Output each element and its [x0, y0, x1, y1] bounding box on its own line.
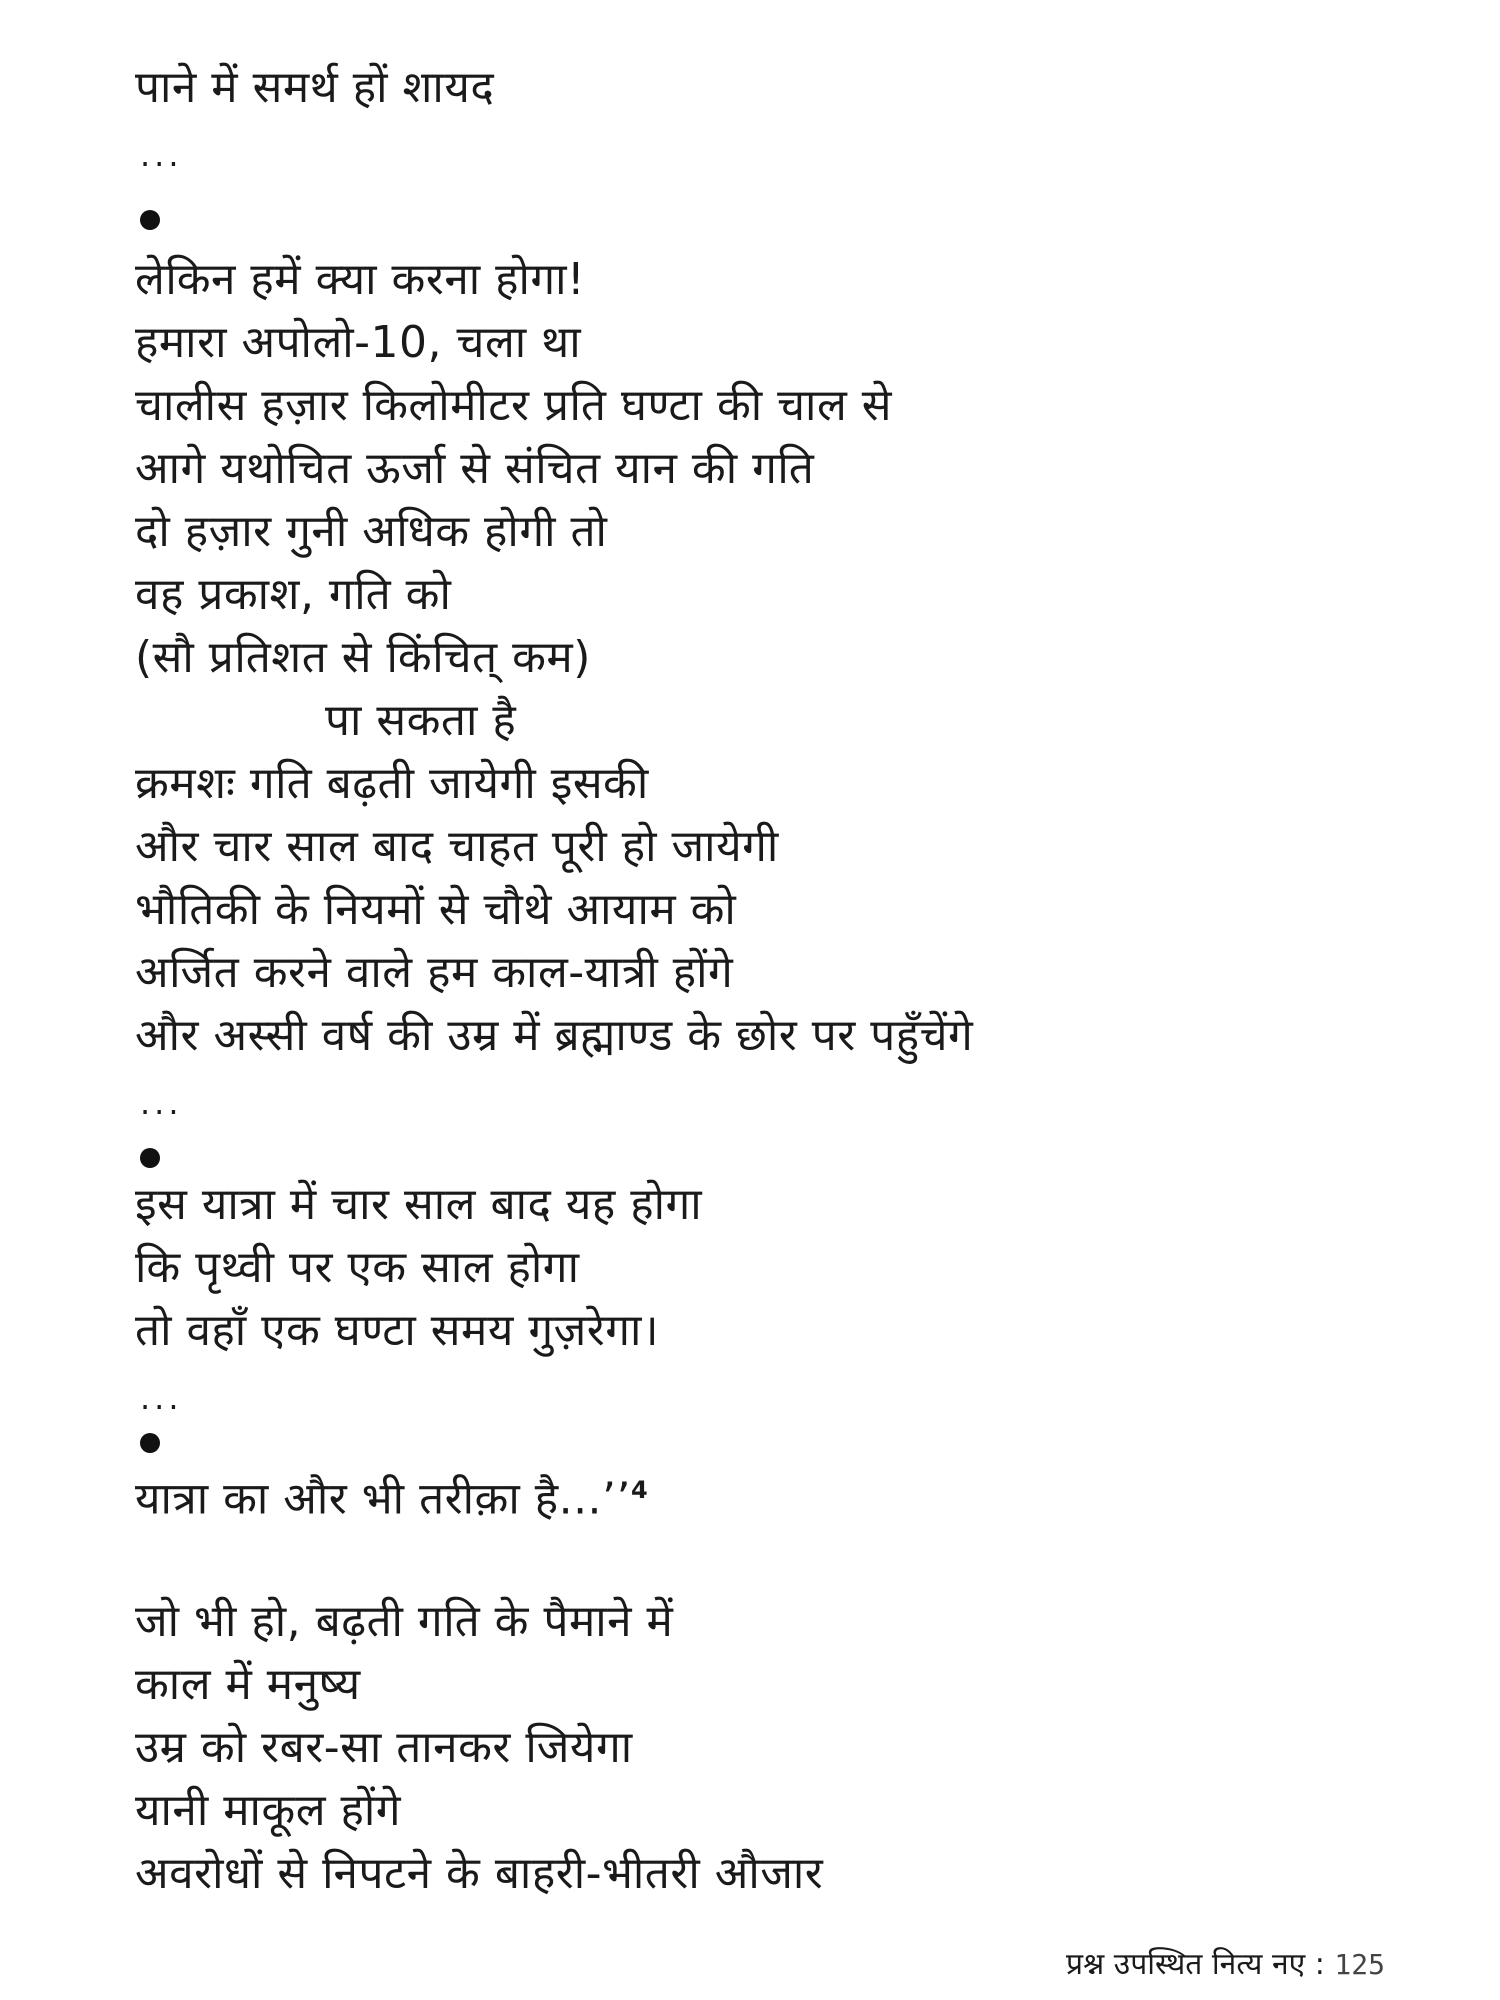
poem-line: चालीस हज़ार किलोमीटर प्रति घण्टा की चाल से [135, 380, 893, 431]
ellipsis: ... [140, 1084, 183, 1122]
poem-line: यानी माकूल होंगे [135, 1785, 402, 1836]
poem-line: इस यात्रा में चार साल बाद यह होगा [135, 1179, 703, 1230]
poem-line: और अस्सी वर्ष की उम्र में ब्रह्माण्ड के छोर पर पहुँचेंगे [135, 1010, 974, 1061]
bullet-dot [140, 1433, 160, 1453]
poem-line: भौतिकी के नियमों से चौथे आयाम को [135, 884, 737, 935]
poem-line: काल में मनुष्य [135, 1659, 361, 1710]
page-footer [1066, 1942, 1385, 1983]
bullet-dot [140, 210, 160, 230]
poem-line: पाने में समर्थ हों शायद [135, 62, 495, 113]
poem-line-indented: पा सकता है [325, 695, 517, 746]
footer-separator: : [1314, 1947, 1325, 1982]
poem-line: दो हज़ार गुनी अधिक होगी तो [135, 506, 608, 557]
poem-line: हमारा अपोलो-10, चला था [135, 317, 582, 368]
footnote-marker: 4 [631, 1476, 649, 1504]
running-title: प्रश्न उपस्थित नित्य नए [1065, 1947, 1306, 1982]
ellipsis: ... [140, 1379, 183, 1417]
ellipsis: ... [140, 136, 183, 174]
poem-line: क्रमशः गति बढ़ती जायेगी इसकी [135, 758, 649, 809]
poem-line [135, 1460, 648, 1530]
poem-line: अवरोधों से निपटने के बाहरी-भीतरी औजार [135, 1848, 824, 1899]
poem-line: और चार साल बाद चाहत पूरी हो जायेगी [135, 821, 779, 872]
poem-line: (सौ प्रतिशत से किंचित् कम) [135, 632, 591, 683]
poem-line: लेकिन हमें क्या करना होगा! [135, 254, 586, 305]
poem-line: अर्जित करने वाले हम काल-यात्री होंगे [135, 947, 734, 998]
poem-line: तो वहाँ एक घण्टा समय गुज़रेगा। [135, 1305, 660, 1356]
poem-line: आगे यथोचित ऊर्जा से संचित यान की गति [135, 443, 815, 494]
page-number: 125 [1334, 1948, 1385, 1981]
poem-line: वह प्रकाश, गति को [135, 569, 452, 620]
poem-line: कि पृथ्वी पर एक साल होगा [135, 1242, 580, 1293]
quote-end-text: यात्रा का और भी तरीक़ा है...’’ [135, 1473, 632, 1525]
poem-line: जो भी हो, बढ़ती गति के पैमाने में [135, 1596, 674, 1647]
poem-line: उम्र को रबर-सा तानकर जियेगा [135, 1722, 633, 1773]
bullet-dot [140, 1148, 160, 1168]
